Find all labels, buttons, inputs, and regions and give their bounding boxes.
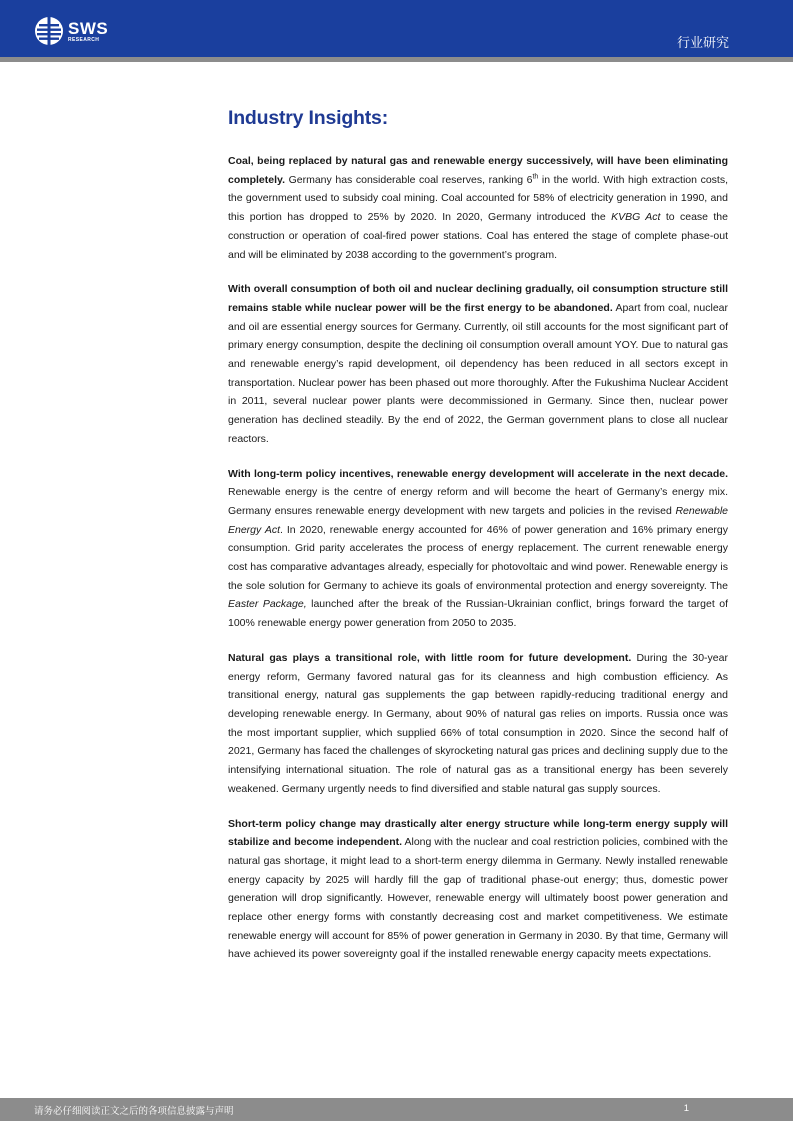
sws-logo xyxy=(34,16,108,46)
header-bar xyxy=(0,0,793,57)
paragraph-natural-gas: Natural gas plays a transitional role, with little room for future development. During the 30-year energy reform, Germany favored natural gas for its cleanness and high combustion efficiency. As transitional energy, natural gas supplements the gap between rapidly-reducing traditional energy and developing renewable energy. In Germany, about 90% of natural gas relies on imports. Russia once was the most important supplier, which supplied 66% of total consumption in 2020. Since the second half of 2021, Germany has faced the challenges of skyrocketing natural gas prices and declining supply due to the intensifying international situation. The role of natural gas as a transitional energy has been severely weakened. Germany urgently needs to find diversified and stable natural gas supply sources. xyxy=(228,651,728,795)
sws-logo-icon xyxy=(34,16,64,46)
paragraph-lead: Coal, being replaced by natural gas and renewable energy successively, will have been eliminating completely. xyxy=(228,155,728,186)
page-title: Industry Insights: xyxy=(228,107,388,129)
paragraph-policy-outlook: Short-term policy change may drastically alter energy structure while long-term energy supply will stabilize and become independent. Along with the nuclear and coal restriction policies, combined with the natural gas shortage, it might lead to a short-term energy dilemma in Germany. Newly installed renewable energy capacity by 2025 will hardly fill the gap of traditional phase-out energy; thus, domestic power generation will drop significantly. However, renewable energy will ultimately boost power generation and replace other energy forms with constantly decreasing cost and market competitiveness. We estimate renewable energy will account for 85% of power generation in Germany in 2030. By that time, Germany will have achieved its power sovereignty goal if the installed renewable energy capacity meets expectations. xyxy=(228,817,728,961)
paragraph-renewable: With long-term policy incentives, renewable energy development will accelerate in the next decade. Renewable energy is the centre of energy reform and will become the heart of Germany’s energy mix. Germany ensures renewable energy development with new targets and policies in the revised Renewable Energy Act. In 2020, renewable energy accounted for 46% of power generation and 16% primary energy consumption. Grid parity accelerates the process of energy replacement. The current renewable energy cost has comparative advantages already, especially for photovoltaic and wind power. Renewable energy is the sole solution for Germany to achieve its goals of environmental protection and energy sovereignty. The Easter Package, launched after the break of the Russian-Ukrainian conflict, brings forward the target of 100% renewable energy power generation from 2050 to 2035. xyxy=(228,467,729,630)
paragraph-lead: Natural gas plays a transitional role, with little room for future development. xyxy=(228,651,632,664)
paragraph-coal: Coal, being replaced by natural gas and renewable energy successively, will have been eliminating completely. Germany has considerable coal reserves, ranking 6th in the world. With high extraction costs, the government used to subsidy coal mining. Coal accounted for 58% of electricity generation in 1990, and this portion has dropped to 25% by 2020. In 2020, Germany introduced the KVBG Act to cease the construction or operation of coal-fired power stations. Coal has entered the stage of complete phase-out and will be eliminated by 2038 according to the government’s program. xyxy=(228,155,728,261)
paragraph-lead: With overall consumption of both oil and nuclear declining gradually, oil consumption structure still remains stable while nuclear power will be the first energy to be abandoned. xyxy=(228,283,728,314)
paragraph-oil-nuclear: With overall consumption of both oil and nuclear declining gradually, oil consumption structure still remains stable while nuclear power will be the first energy to be abandoned. Apart from coal, nuclear and oil are essential energy sources for Germany. Currently, oil still accounts for the most significant part of primary energy consumption, despite the declining oil consumption overall amount YOY. Due to natural gas and renewable energy’s rapid development, oil dependency has been reduced in all sectors except in transportation. Nuclear power has been phased out more thoroughly. After the Fukushima Nuclear Accident in 2011, several nuclear power plants were decommissioned in Germany. Since then, nuclear power generation has declined steadily. By the end of 2022, the German government plans to close all nuclear reactors. xyxy=(228,283,728,445)
logo-subtitle: RESEARCH xyxy=(68,36,100,43)
report-body xyxy=(228,107,728,980)
paragraph-lead: With long-term policy incentives, renewable energy development will accelerate in the next decade. xyxy=(228,467,728,480)
logo-name: SWS xyxy=(68,18,109,38)
footer-bar xyxy=(0,1098,793,1121)
report-type-label: 行业研究 xyxy=(676,35,729,50)
footer-disclaimer: 请务必仔细阅读正文之后的各项信息披露与声明 xyxy=(34,1106,234,1117)
page-number: 1 xyxy=(683,1103,689,1114)
paragraph-lead: Short-term policy change may drastically alter energy structure while long-term energy supply will stabilize and become independent. xyxy=(228,817,728,849)
header-divider xyxy=(0,57,793,62)
